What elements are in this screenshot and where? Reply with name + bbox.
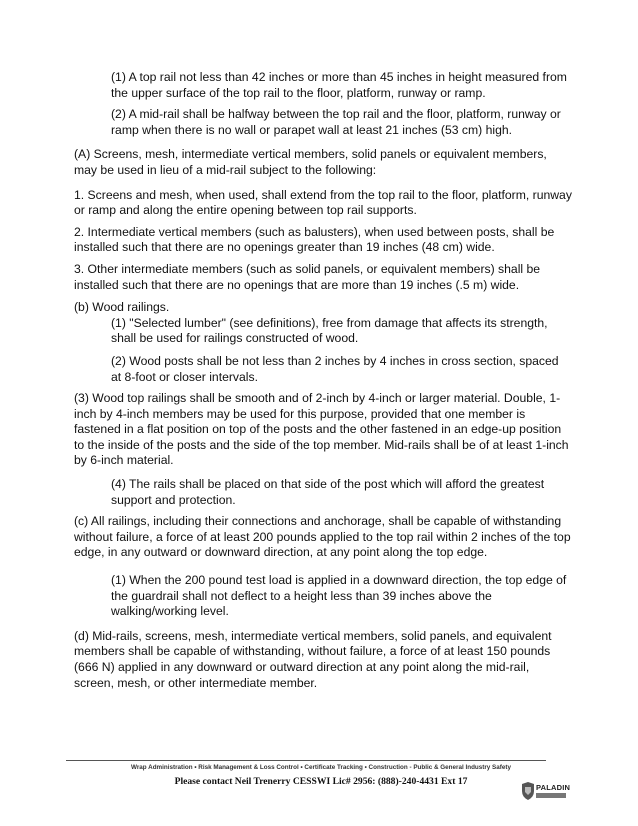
paragraph: (2) Wood posts shall be not less than 2 inches by 4 inches in cross section, spaced at 8-foot or closer intervals. <box>111 353 559 384</box>
paragraph: (1) When the 200 pound test load is applied in a downward direction, the top edge of the guardrail shall not deflect to a height less than 39 inches above the walking/working level. <box>111 573 567 619</box>
paragraph: (d) Mid-rails, screens, mesh, intermediate vertical members, solid panels, and equivalent members shall be capable of withstanding, without failure, a force of at least 150 pounds (666 N) applied in any downward or outward direction at any point along the mid-rail, screen, mesh, or other intermediate member. <box>74 628 552 690</box>
paragraph: (A) Screens, mesh, intermediate vertical members, solid panels or equivalent members, may be used in lieu of a mid-rail subject to the following: <box>74 147 547 177</box>
document-body <box>74 70 572 691</box>
paragraph: (3) Wood top railings shall be smooth and of 2-inch by 4-inch or larger material. Double, 1-inch by 4-inch members may be used for this purpose, provided that one member is fastened in a flat position on top of the posts and the other fastened in an edge-up position to the inside of the posts and the side of the top member. Mid-rails shall be of at least 1-inch by 6-inch material. <box>74 391 569 468</box>
logo-text: PALADIN <box>536 783 571 792</box>
footer-divider <box>66 760 546 761</box>
section-heading: (b) Wood railings. <box>74 300 170 315</box>
paladin-logo <box>521 780 571 806</box>
paragraph: (4) The rails shall be placed on that side of the post which will afford the greatest support and protection. <box>111 477 545 507</box>
shield-icon <box>521 782 535 800</box>
paragraph: (1) "Selected lumber" (see definitions), free from damage that affects its strength, shall be used for railings constructed of wood. <box>111 315 548 346</box>
paragraph: 2. Intermediate vertical members (such as balusters), when used between posts, shall be installed such that there are no openings greater than 19 inches (48 cm) wide. <box>74 224 555 255</box>
footer-services: Wrap Administration • Risk Management & Loss Control • Certificate Tracking • Construction - Public & General Industry Safety <box>131 764 511 771</box>
paragraph: 1. Screens and mesh, when used, shall extend from the top rail to the floor, platform, runway or ramp and along the entire opening between top rail supports. <box>74 187 572 218</box>
paragraph: (2) A mid-rail shall be halfway between the top rail and the floor, platform, runway or ramp when there is no wall or parapet wall at least 21 inches (53 cm) high. <box>111 107 561 137</box>
logo-tagline-bar <box>536 793 566 798</box>
paragraph: (c) All railings, including their connections and anchorage, shall be capable of withstanding without failure, a force of at least 200 pounds applied to the top rail within 2 inches of the top edge, in any outward or downward direction, at any point along the top edge. <box>74 514 571 560</box>
footer-contact: Please contact Neil Trenerry CESSWI Lic# 2956: (888)-240-4431 Ext 17 <box>174 776 468 787</box>
paragraph: 3. Other intermediate members (such as solid panels, or equivalent members) shall be installed such that there are no openings that are more than 19 inches (.5 m) wide. <box>74 261 541 292</box>
paragraph: (1) A top rail not less than 42 inches or more than 45 inches in height measured from the upper surface of the top rail to the floor, platform, runway or ramp. <box>111 70 567 100</box>
